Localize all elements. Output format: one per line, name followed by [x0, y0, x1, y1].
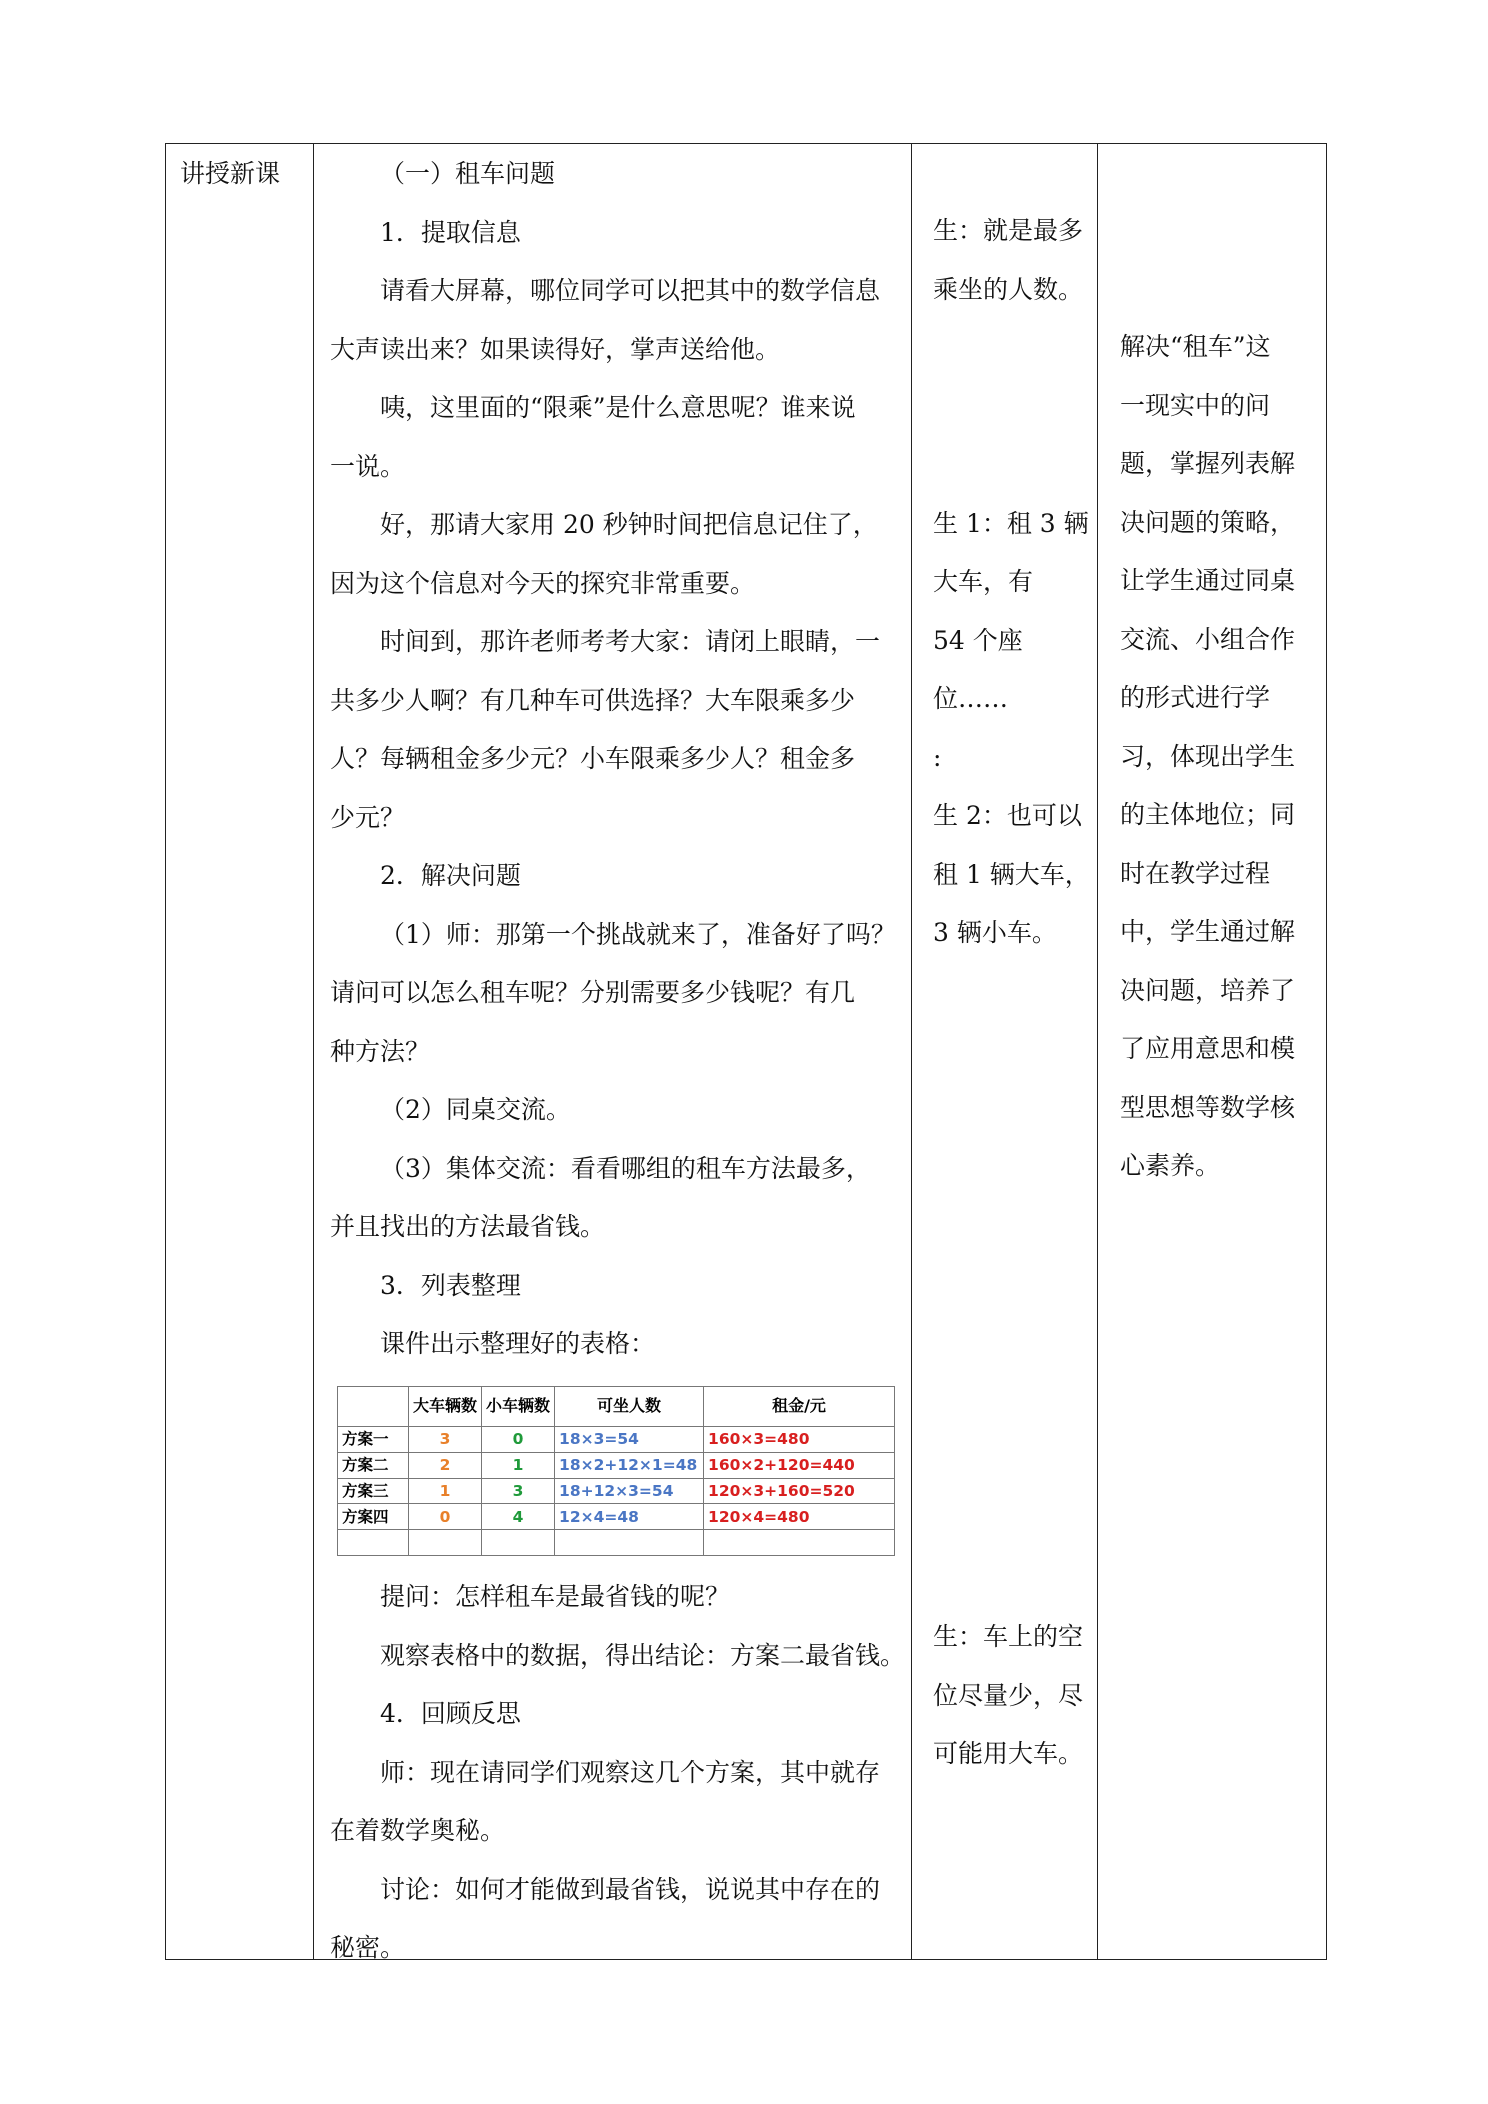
small-car-count: 0 — [482, 1426, 555, 1452]
student-line: 租 1 辆大车， — [933, 859, 1090, 889]
table-header: 可坐人数 — [555, 1387, 704, 1427]
teacher-activity-cont — [330, 1568, 910, 1978]
intent-line: 一现实中的问 — [1120, 390, 1271, 420]
table-header-row — [338, 1387, 895, 1427]
paragraph-line: 咦，这里面的“限乘”是什么意思呢？谁来说 — [380, 393, 856, 422]
intent-line: 时在教学过程 — [1120, 858, 1271, 888]
intent-line: 习，体现出学生 — [1120, 741, 1296, 771]
table-header — [338, 1387, 409, 1427]
small-car-count: 1 — [482, 1452, 555, 1478]
big-car-count: 1 — [409, 1478, 482, 1504]
paragraph-line: （3）集体交流：看看哪组的租车方法最多， — [380, 1153, 871, 1183]
seat-count: 18×2+12×1=48 — [555, 1452, 704, 1478]
paragraph-line: （1）师：那第一个挑战就来了，准备好了吗？ — [380, 919, 896, 949]
paragraph-line: 人？每辆租金多少元？小车限乘多少人？租金多 — [330, 744, 856, 773]
student-line: 54 个座 — [933, 625, 1023, 655]
paragraph-line: 在着数学奥秘。 — [330, 1816, 506, 1845]
big-car-count: 3 — [409, 1426, 482, 1452]
student-line: 生 2：也可以 — [933, 801, 1082, 830]
paragraph-line: 共多少人啊？有几种车可供选择？大车限乘多少 — [330, 685, 856, 715]
student-activity-cell — [933, 202, 1103, 963]
table-header: 小车辆数 — [482, 1387, 555, 1427]
paragraph-line: （2）同桌交流。 — [380, 1095, 571, 1124]
paragraph-line: 观察表格中的数据，得出结论：方案二最省钱。 — [380, 1640, 906, 1670]
rental-cost: 120×4=480 — [704, 1504, 895, 1530]
design-intent-cell — [1120, 318, 1318, 1196]
intent-line: 交流、小组合作 — [1120, 624, 1296, 654]
student-line: 可能用大车。 — [933, 1739, 1084, 1768]
paragraph-line: 师：现在请同学们观察这几个方案，其中就存 — [380, 1757, 881, 1787]
plan-name: 方案四 — [338, 1504, 409, 1530]
column-divider — [313, 143, 314, 1960]
table-header: 租金/元 — [704, 1387, 895, 1427]
table-empty-row — [338, 1530, 895, 1556]
intent-line: 心素养。 — [1120, 1151, 1221, 1180]
intent-line: 中，学生通过解 — [1120, 917, 1296, 946]
seat-count: 18+12×3=54 — [555, 1478, 704, 1504]
rental-cost: 160×2+120=440 — [704, 1452, 895, 1478]
seat-count: 12×4=48 — [555, 1504, 704, 1530]
table-row — [338, 1504, 895, 1530]
student-line: 生：车上的空 — [933, 1622, 1084, 1651]
student-line: 大车，有 — [933, 567, 1034, 596]
paragraph-line: 秘密。 — [330, 1933, 406, 1962]
big-car-count: 2 — [409, 1452, 482, 1478]
student-activity-cont — [933, 1608, 1103, 1784]
step-heading: 4．回顾反思 — [380, 1699, 521, 1728]
seat-count: 18×3=54 — [555, 1426, 704, 1452]
section-label-cell — [180, 145, 310, 204]
rental-plan-table — [337, 1386, 895, 1556]
subsection-title: （一）租车问题 — [380, 159, 556, 188]
student-line: 乘坐的人数。 — [933, 274, 1084, 304]
small-car-count: 4 — [482, 1504, 555, 1530]
big-car-count: 0 — [409, 1504, 482, 1530]
paragraph-line: 请问可以怎么租车呢？分别需要多少钱呢？有几 — [330, 978, 856, 1007]
step-heading: 3．列表整理 — [380, 1270, 521, 1300]
student-line: : — [933, 742, 942, 772]
student-line: 生：就是最多 — [933, 216, 1084, 245]
intent-line: 的主体地位；同 — [1120, 800, 1296, 829]
paragraph-line: 提问：怎样租车是最省钱的呢？ — [380, 1582, 731, 1611]
table-row — [338, 1426, 895, 1452]
rental-cost: 120×3+160=520 — [704, 1478, 895, 1504]
teacher-activity-cell — [330, 145, 910, 1374]
intent-line: 决问题，培养了 — [1120, 975, 1296, 1005]
paragraph-line: 课件出示整理好的表格： — [380, 1329, 656, 1358]
paragraph-line: 种方法？ — [330, 1036, 431, 1066]
plan-name: 方案一 — [338, 1426, 409, 1452]
paragraph-line: 少元？ — [330, 802, 406, 832]
paragraph-line: 讨论：如何才能做到最省钱，说说其中存在的 — [380, 1874, 881, 1904]
paragraph-line: 一说。 — [330, 451, 406, 481]
rental-cost: 160×3=480 — [704, 1426, 895, 1452]
paragraph-line: 因为这个信息对今天的探究非常重要。 — [330, 568, 756, 598]
column-divider — [911, 143, 912, 1960]
paragraph-line: 大声读出来？如果读得好，掌声送给他。 — [330, 334, 781, 364]
plan-name: 方案三 — [338, 1478, 409, 1504]
table-header: 大车辆数 — [409, 1387, 482, 1427]
intent-line: 型思想等数学核 — [1120, 1092, 1296, 1122]
paragraph-line: 好，那请大家用 20 秒钟时间把信息记住了， — [380, 510, 878, 539]
student-line: 生 1：租 3 辆 — [933, 508, 1089, 538]
intent-line: 了应用意思和模 — [1120, 1034, 1296, 1063]
intent-line: 题，掌握列表解 — [1120, 449, 1296, 478]
intent-line: 解决“租车”这 — [1120, 332, 1271, 361]
student-line: 位尽量少，尽 — [933, 1680, 1084, 1710]
intent-line: 的形式进行学 — [1120, 683, 1271, 712]
paragraph-line: 并且找出的方法最省钱。 — [330, 1212, 606, 1241]
small-car-count: 3 — [482, 1478, 555, 1504]
paragraph-line: 时间到，那许老师考考大家：请闭上眼睛，一 — [380, 627, 881, 656]
step-heading: 1．提取信息 — [380, 217, 521, 247]
paragraph-line: 请看大屏幕，哪位同学可以把其中的数学信息 — [380, 276, 881, 305]
plan-name: 方案二 — [338, 1452, 409, 1478]
table-row — [338, 1478, 895, 1504]
intent-line: 决问题的策略， — [1120, 507, 1296, 537]
student-line: 3 辆小车。 — [933, 918, 1057, 947]
student-line: 位…… — [933, 684, 1009, 713]
table-row — [338, 1452, 895, 1478]
step-heading: 2．解决问题 — [380, 861, 521, 890]
section-label: 讲授新课 — [180, 159, 281, 188]
intent-line: 让学生通过同桌 — [1120, 566, 1296, 595]
